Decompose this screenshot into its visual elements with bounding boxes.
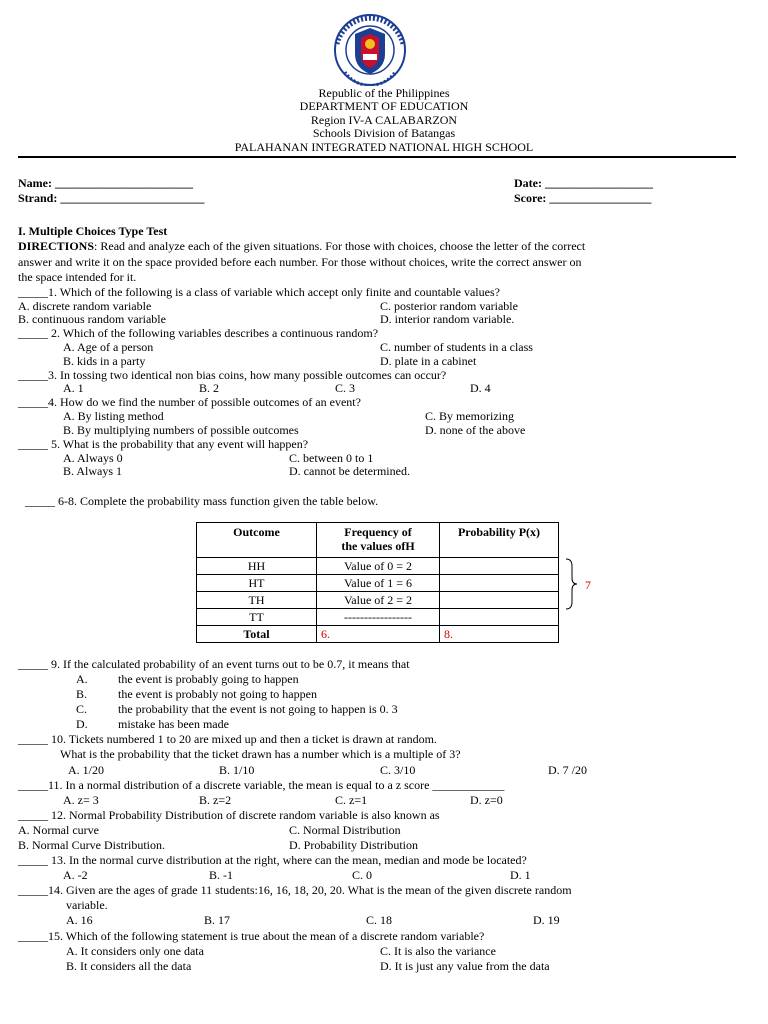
q11-choice-b: B. z=2 bbox=[199, 793, 232, 807]
q13-choice-a: A. -2 bbox=[63, 868, 88, 882]
q9-choice-b: the event is probably not going to happen bbox=[118, 687, 317, 701]
q10-choice-c: C. 3/10 bbox=[380, 763, 416, 777]
q4-choice-a: A. By listing method bbox=[63, 409, 164, 423]
header-department: DEPARTMENT OF EDUCATION bbox=[299, 99, 469, 113]
q14-choice-a: A. 16 bbox=[66, 913, 93, 927]
question-14: _____14. Given are the ages of grade 11 students:16, 16, 18, 20, 20. What is the mean of the given discrete random bbox=[18, 883, 572, 897]
q14-choice-c: C. 18 bbox=[366, 913, 393, 927]
q11-choice-c: C. z=1 bbox=[335, 793, 368, 807]
q9-choice-c: the probability that the event is not going to happen is 0. 3 bbox=[118, 702, 398, 716]
q9-choice-c-letter: C. bbox=[76, 702, 88, 716]
brace-icon bbox=[564, 558, 578, 610]
question-13: _____ 13. In the normal curve distribution at the right, where can the mean, median and mode be located? bbox=[18, 853, 527, 867]
total-label: Total bbox=[197, 626, 317, 643]
q4-choice-c: C. By memorizing bbox=[425, 409, 514, 423]
question-14-line-2: variable. bbox=[66, 898, 108, 912]
q2-choice-b: B. kids in a party bbox=[63, 354, 146, 368]
header-region: Region IV-A CALABARZON bbox=[310, 113, 458, 127]
question-10: _____ 10. Tickets numbered 1 to 20 are mixed up and then a ticket is drawn at random. bbox=[18, 732, 437, 746]
strand-field[interactable]: Strand: ________________________ bbox=[18, 191, 205, 205]
q12-choice-a: A. Normal curve bbox=[18, 823, 99, 837]
q15-choice-b: B. It considers all the data bbox=[66, 959, 192, 973]
total-frequency: 6. bbox=[317, 626, 440, 643]
table-row bbox=[197, 592, 559, 609]
q1-choice-b: B. continuous random variable bbox=[18, 312, 166, 326]
q13-choice-d: D. 1 bbox=[510, 868, 531, 882]
header-divider bbox=[18, 156, 736, 158]
q12-choice-d: D. Probability Distribution bbox=[289, 838, 418, 852]
section-title: I. Multiple Choices Type Test bbox=[18, 224, 168, 238]
table-row bbox=[197, 558, 559, 575]
question-10-line-2: What is the probability that the ticket drawn has a number which is a multiple of 3? bbox=[60, 747, 461, 761]
name-field[interactable]: Name: _______________________ bbox=[18, 176, 193, 190]
q14-choice-d: D. 19 bbox=[533, 913, 560, 927]
header-school: PALAHANAN INTEGRATED NATIONAL HIGH SCHOOL bbox=[234, 140, 534, 154]
header-outcome: Outcome bbox=[197, 523, 317, 558]
date-field[interactable]: Date: __________________ bbox=[514, 176, 653, 190]
frequency-cell: Value of 2 = 2 bbox=[317, 592, 440, 609]
q3-choice-d: D. 4 bbox=[470, 381, 491, 395]
q9-choice-a-letter: A. bbox=[76, 672, 88, 686]
question-5: _____ 5. What is the probability that any event will happen? bbox=[18, 437, 309, 451]
directions-line-1 bbox=[18, 239, 585, 253]
q2-choice-c: C. number of students in a class bbox=[380, 340, 533, 354]
brace-label: 7 bbox=[585, 578, 591, 592]
probability-table bbox=[196, 522, 559, 643]
q4-choice-d: D. none of the above bbox=[425, 423, 526, 437]
table-row bbox=[197, 609, 559, 626]
header-division: Schools Division of Batangas bbox=[312, 126, 456, 140]
header-frequency-line-1: Frequency of bbox=[344, 525, 412, 539]
q10-choice-b: B. 1/10 bbox=[219, 763, 255, 777]
q15-choice-a: A. It considers only one data bbox=[66, 944, 204, 958]
total-probability: 8. bbox=[440, 626, 559, 643]
q14-choice-b: B. 17 bbox=[204, 913, 231, 927]
q11-choice-a: A. z= 3 bbox=[63, 793, 99, 807]
frequency-cell: Value of 0 = 2 bbox=[317, 558, 440, 575]
q5-choice-c: C. between 0 to 1 bbox=[289, 451, 374, 465]
question-3: _____3. In tossing two identical non bias coins, how many possible outcomes can occur? bbox=[18, 368, 447, 382]
question-1: _____1. Which of the following is a class of variable which accept only finite and countable values? bbox=[18, 285, 500, 299]
q13-choice-b: B. -1 bbox=[209, 868, 233, 882]
q3-choice-a: A. 1 bbox=[63, 381, 84, 395]
q3-choice-b: B. 2 bbox=[199, 381, 220, 395]
probability-cell[interactable] bbox=[440, 558, 559, 575]
directions-text-1: : Read and analyze each of the given situations. For those with choices, choose the letter of the correct bbox=[94, 239, 586, 253]
header-frequency-line-2: the values ofH bbox=[341, 539, 415, 553]
question-4: _____4. How do we find the number of possible outcomes of an event? bbox=[18, 395, 361, 409]
probability-cell[interactable] bbox=[440, 592, 559, 609]
q15-choice-d: D. It is just any value from the data bbox=[380, 959, 550, 973]
outcome-cell: HH bbox=[197, 558, 317, 575]
q12-choice-c: C. Normal Distribution bbox=[289, 823, 401, 837]
question-12: _____ 12. Normal Probability Distribution of discrete random variable is also known as bbox=[18, 808, 440, 822]
question-9: _____ 9. If the calculated probability of an event turns out to be 0.7, it means that bbox=[18, 657, 410, 671]
table-row bbox=[197, 575, 559, 592]
q2-choice-a: A. Age of a person bbox=[63, 340, 154, 354]
q5-choice-b: B. Always 1 bbox=[63, 464, 123, 478]
q9-choice-a: the event is probably going to happen bbox=[118, 672, 299, 686]
q12-choice-b: B. Normal Curve Distribution. bbox=[18, 838, 165, 852]
q1-choice-c: C. posterior random variable bbox=[380, 299, 518, 313]
directions-label: DIRECTIONS bbox=[18, 239, 95, 253]
q4-choice-b: B. By multiplying numbers of possible outcomes bbox=[63, 423, 299, 437]
table-total-row bbox=[197, 626, 559, 643]
question-11: _____11. In a normal distribution of a discrete variable, the mean is equal to a z score ____________ bbox=[18, 778, 505, 792]
header-frequency bbox=[317, 523, 440, 558]
q1-choice-d: D. interior random variable. bbox=[380, 312, 515, 326]
header-republic: Republic of the Philippines bbox=[318, 86, 450, 100]
q5-choice-a: A. Always 0 bbox=[63, 451, 123, 465]
q5-choice-d: D. cannot be determined. bbox=[289, 464, 410, 478]
q10-choice-d: D. 7 /20 bbox=[548, 763, 587, 777]
q2-choice-d: D. plate in a cabinet bbox=[380, 354, 477, 368]
question-6-8: _____ 6-8. Complete the probability mass function given the table below. bbox=[25, 494, 379, 508]
question-15: _____15. Which of the following statement is true about the mean of a discrete random variable? bbox=[18, 929, 485, 943]
table-header-row bbox=[197, 523, 559, 558]
question-2: _____ 2. Which of the following variables describes a continuous random? bbox=[18, 326, 379, 340]
probability-cell[interactable] bbox=[440, 575, 559, 592]
score-field[interactable]: Score: _________________ bbox=[514, 191, 652, 205]
frequency-cell: ----------------- bbox=[317, 609, 440, 626]
outcome-cell: HT bbox=[197, 575, 317, 592]
directions-line-2: answer and write it on the space provided before each number. For those without choices, write the correct answer on bbox=[18, 255, 582, 269]
directions-line-3: the space intended for it. bbox=[18, 270, 137, 284]
q13-choice-c: C. 0 bbox=[352, 868, 373, 882]
q9-choice-d-letter: D. bbox=[76, 717, 88, 731]
q15-choice-c: C. It is also the variance bbox=[380, 944, 496, 958]
q1-choice-a: A. discrete random variable bbox=[18, 299, 152, 313]
probability-cell[interactable] bbox=[440, 609, 559, 626]
header-probability: Probability P(x) bbox=[440, 523, 559, 558]
q10-choice-a: A. 1/20 bbox=[68, 763, 104, 777]
q9-choice-d: mistake has been made bbox=[118, 717, 229, 731]
frequency-cell: Value of 1 = 6 bbox=[317, 575, 440, 592]
q9-choice-b-letter: B. bbox=[76, 687, 88, 701]
q11-choice-d: D. z=0 bbox=[470, 793, 503, 807]
deped-seal bbox=[323, 14, 417, 86]
outcome-cell: TH bbox=[197, 592, 317, 609]
q3-choice-c: C. 3 bbox=[335, 381, 356, 395]
outcome-cell: TT bbox=[197, 609, 317, 626]
